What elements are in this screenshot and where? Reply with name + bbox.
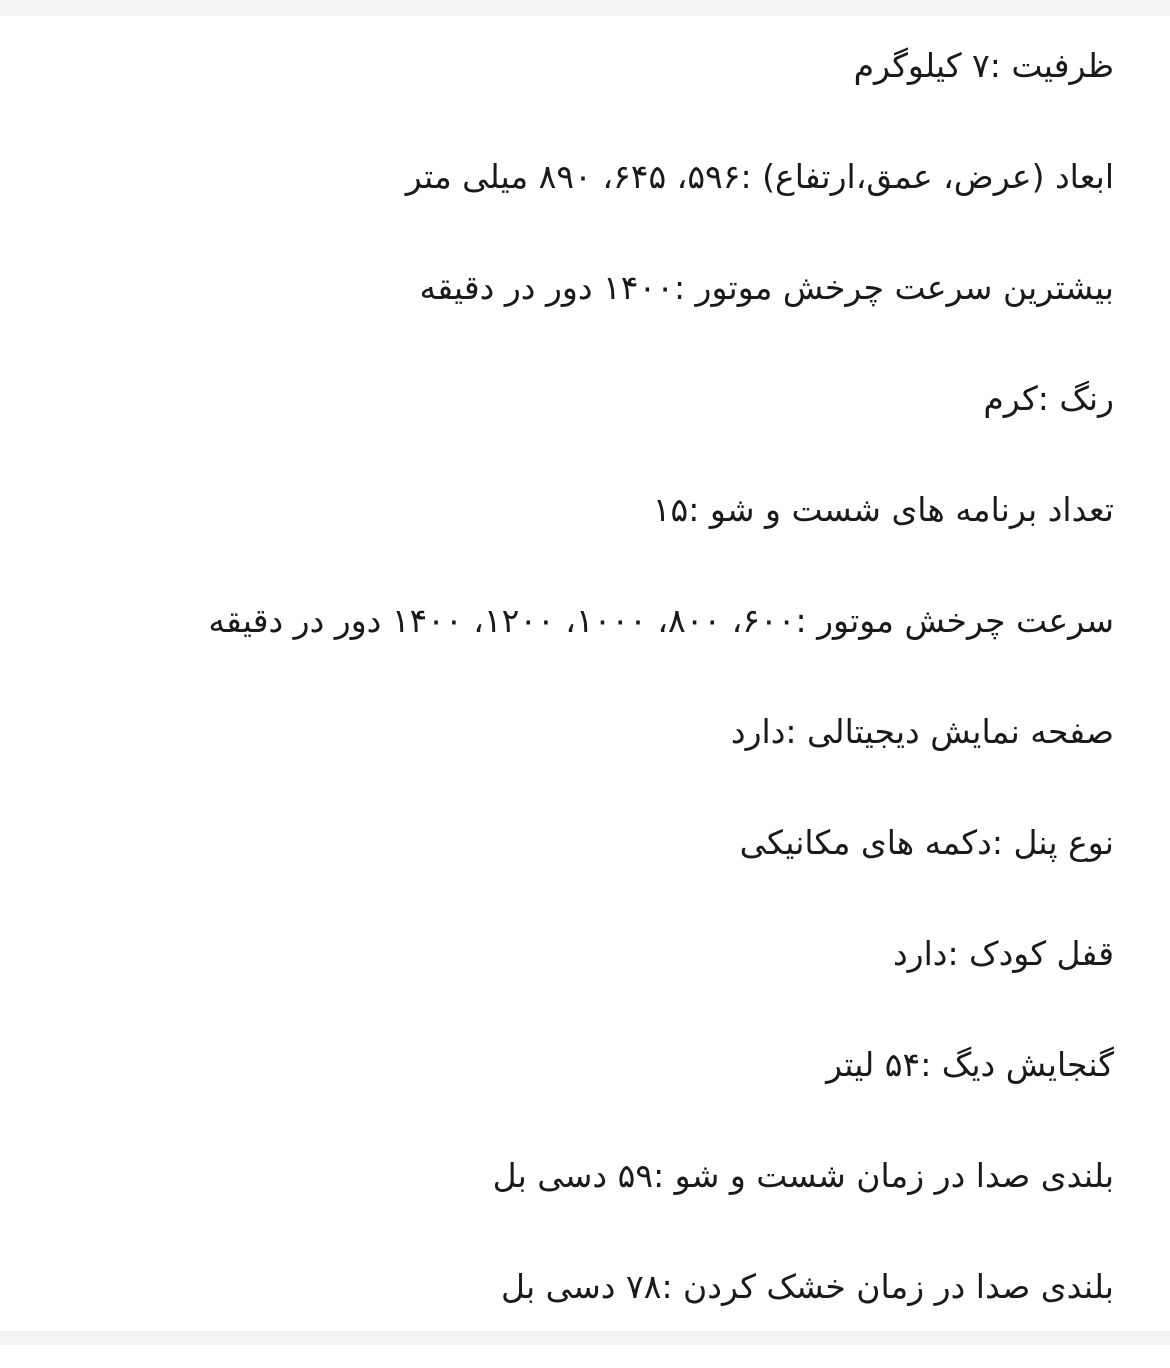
spec-capacity: ظرفیت :۷ کیلوگرم [853, 46, 1114, 85]
spec-drum-volume: گنجایش دیگ :۵۴ لیتر [826, 1045, 1114, 1084]
spec-child-lock: قفل کودک :دارد [892, 934, 1114, 973]
spec-panel-type: نوع پنل :دکمه های مکانیکی [739, 823, 1114, 862]
spec-program-count: تعداد برنامه های شست و شو :۱۵ [652, 490, 1114, 529]
spec-digital-display: صفحه نمایش دیجیتالی :دارد [730, 712, 1114, 751]
spec-dimensions: ابعاد (عرض، عمق،ارتفاع) :۵۹۶، ۶۴۵، ۸۹۰ میلی متر [405, 157, 1114, 196]
bottom-edge [0, 1331, 1170, 1345]
spec-list [54, 36, 1114, 1368]
spec-spin-speeds: سرعت چرخش موتور :۶۰۰، ۸۰۰، ۱۰۰۰، ۱۲۰۰، ۱۴۰۰ دور در دقیقه [208, 601, 1114, 640]
spec-dry-noise: بلندی صدا در زمان خشک کردن :۷۸ دسی بل [500, 1267, 1114, 1306]
top-edge [0, 0, 1170, 16]
spec-wash-noise: بلندی صدا در زمان شست و شو :۵۹ دسی بل [492, 1156, 1114, 1195]
spec-color: رنگ :کرم [983, 379, 1114, 418]
spec-max-spin-speed: بیشترین سرعت چرخش موتور :۱۴۰۰ دور در دقیقه [419, 268, 1114, 307]
